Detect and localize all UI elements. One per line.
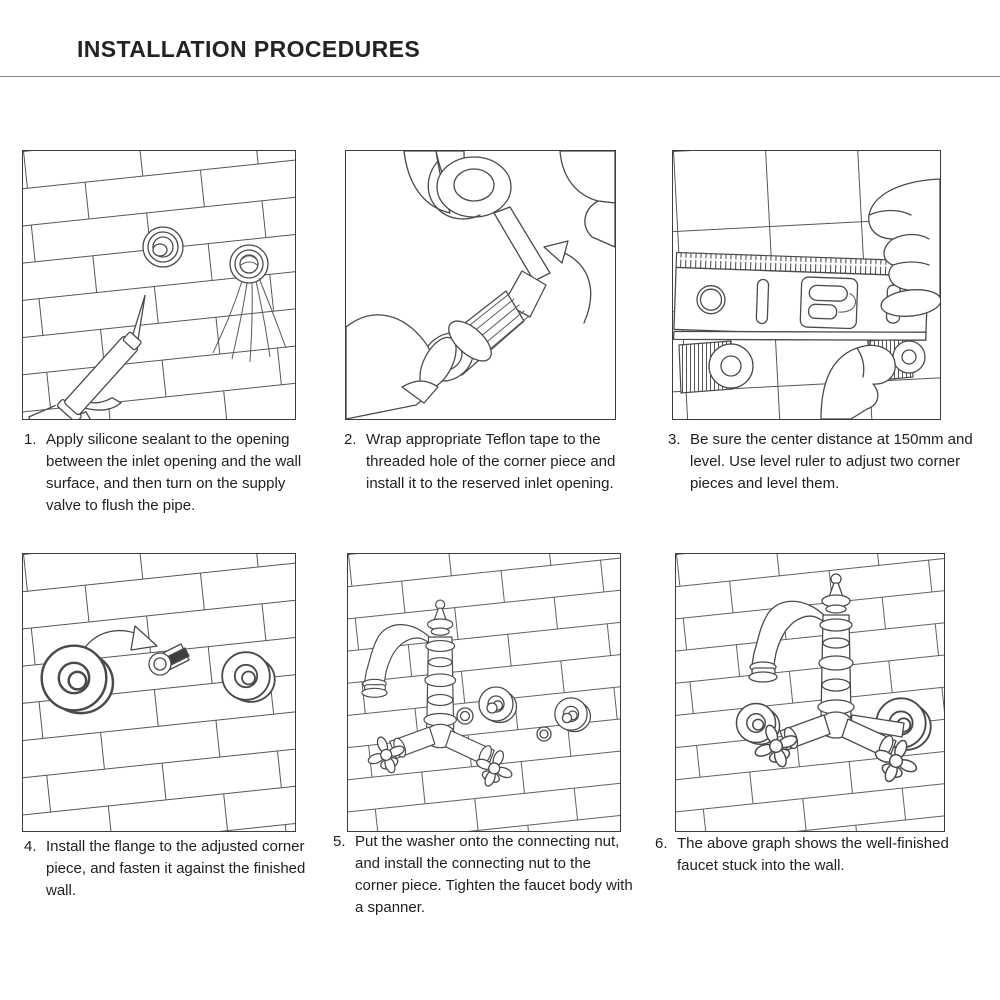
inlet-hole-left <box>143 227 183 267</box>
step-4-caption <box>24 836 324 902</box>
step-text: Install the flange to the adjusted corner piece, and fasten it against the finished wall. <box>46 838 306 899</box>
step-1-panel <box>22 150 296 420</box>
step-text: Apply silicone sealant to the opening between the inlet opening and the wall surface, and then turn on the supply valve to flush the pipe. <box>46 431 302 514</box>
step-number: 6. <box>655 835 668 852</box>
step-2-illustration <box>346 151 615 419</box>
step-3-caption <box>668 429 980 495</box>
step-number: 2. <box>344 431 357 448</box>
washer-left <box>457 708 473 724</box>
washer-right <box>537 727 551 741</box>
step-1-illustration <box>23 151 295 419</box>
step-text: Wrap appropriate Teflon tape to the threaded hole of the corner piece and install it to the reserved inlet opening. <box>366 431 616 492</box>
step-5-caption <box>333 831 633 919</box>
step-5-panel <box>347 553 621 832</box>
step-3-panel <box>672 150 941 420</box>
bubble-vial <box>800 277 858 329</box>
inlet-hole-right <box>230 245 268 283</box>
step-text: Be sure the center distance at 150mm and level. Use level ruler to adjust two corner pieces and level them. <box>690 431 973 492</box>
step-1-caption <box>24 429 324 517</box>
step-text: Put the washer onto the connecting nut, and install the connecting nut to the corner piece. Tighten the faucet body with a spanner. <box>355 833 633 916</box>
step-5-illustration <box>348 554 620 831</box>
step-4-illustration <box>23 554 295 831</box>
step-6-panel <box>675 553 945 832</box>
step-text: The above graph shows the well-finished faucet stuck into the wall. <box>677 835 949 874</box>
step-6-caption <box>655 833 990 877</box>
title-divider <box>0 76 1000 77</box>
step-6-illustration <box>676 554 944 831</box>
step-4-panel <box>22 553 296 832</box>
page-title: INSTALLATION PROCEDURES <box>77 36 421 62</box>
brick-wall <box>676 554 944 831</box>
step-number: 1. <box>24 431 37 448</box>
step-2-panel <box>345 150 616 420</box>
corner-piece-left <box>679 341 753 393</box>
brick-wall <box>23 151 295 419</box>
step-number: 4. <box>24 838 37 855</box>
step-number: 3. <box>668 431 681 448</box>
step-2-caption <box>344 429 644 495</box>
step-number: 5. <box>333 833 346 850</box>
step-3-illustration <box>673 151 940 419</box>
